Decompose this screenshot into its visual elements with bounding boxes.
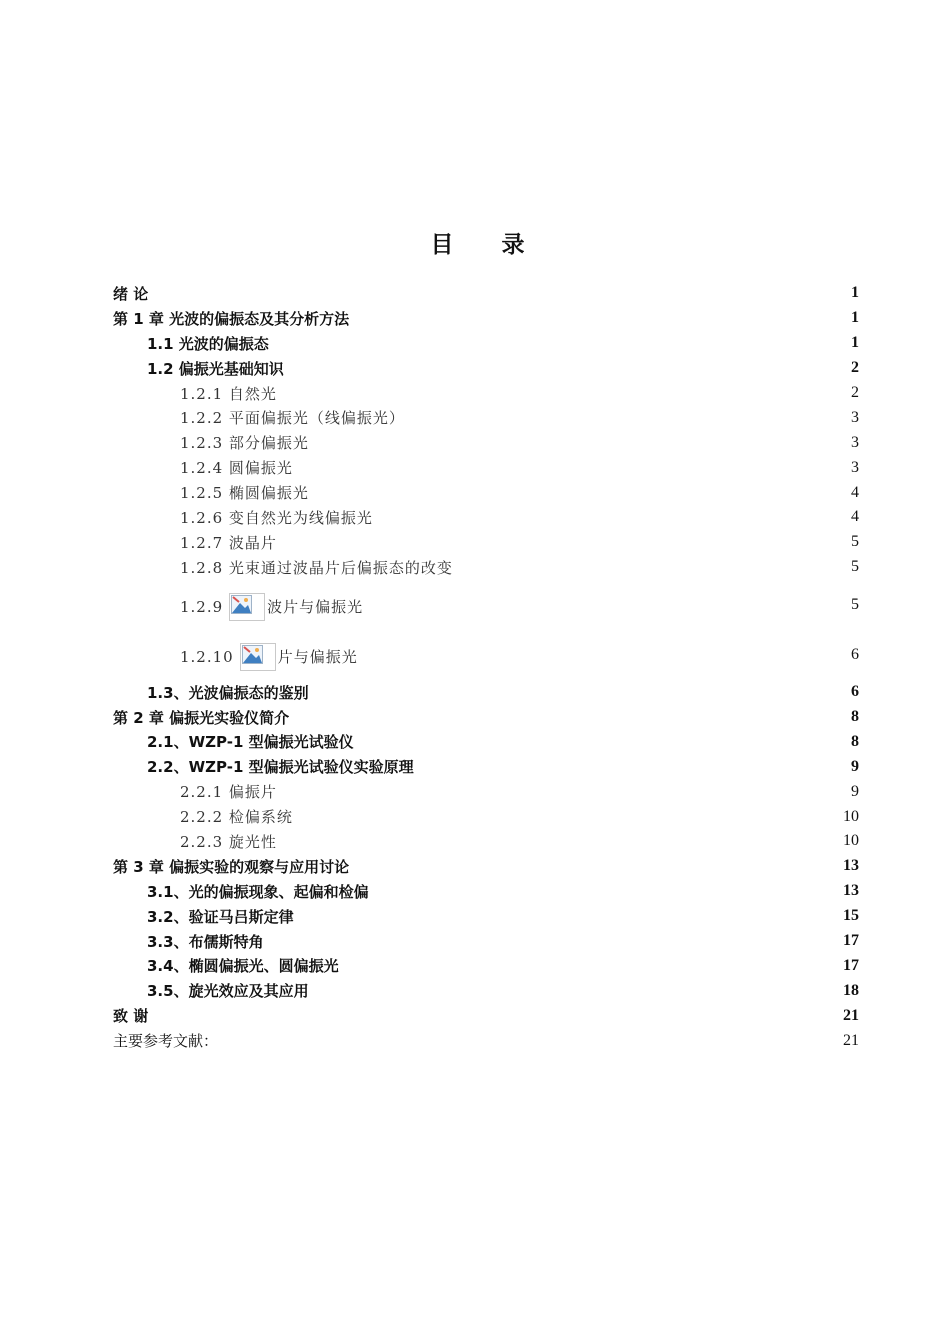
toc-entry-label: 1.2 偏振光基础知识 [147, 359, 284, 378]
toc-entry-label: 1.2.5 椭圆偏振光 [180, 484, 309, 503]
toc-entry-page: 5 [851, 533, 859, 551]
toc-entry-page: 10 [843, 807, 859, 825]
toc-entry[interactable] [113, 804, 859, 829]
broken-image-icon [229, 593, 265, 621]
toc-entry-page: 1 [851, 284, 859, 302]
toc-entry[interactable] [113, 430, 859, 455]
toc-entry-page: 13 [843, 857, 859, 875]
toc-entry-label: 2.2、WZP-1 型偏振光试验仪实验原理 [147, 758, 414, 777]
toc-entry[interactable] [113, 555, 859, 580]
toc-entry-label: 1.2.4 圆偏振光 [180, 459, 293, 478]
toc-entry-page: 15 [843, 907, 859, 925]
toc-entry-page: 6 [851, 645, 859, 663]
toc-entry[interactable] [113, 480, 859, 505]
toc-entry-label: 1.2.7 波晶片 [180, 533, 277, 552]
toc-entry-label: 1.2.8 光束通过波晶片后偏振态的改变 [180, 558, 453, 577]
toc-entry-page: 1 [851, 334, 859, 352]
toc-entry[interactable] [113, 356, 859, 381]
toc-entry-label: 3.1、光的偏振现象、起偏和检偏 [147, 882, 369, 901]
toc-entry-label: 绪 论 [113, 284, 149, 303]
toc-entry-page: 5 [851, 558, 859, 576]
toc-entry-page: 21 [843, 1031, 859, 1049]
toc-entry-label: 2.2.2 检偏系统 [180, 808, 293, 827]
toc-entry-label: 3.3、布儒斯特角 [147, 932, 264, 951]
toc-entry[interactable] [113, 729, 859, 754]
toc-entry-page: 5 [851, 595, 859, 613]
toc-entry-label: 2.1、WZP-1 型偏振光试验仪 [147, 733, 354, 752]
toc-entry[interactable] [113, 929, 859, 954]
toc-entry-label: 第 3 章 偏振实验的观察与应用讨论 [113, 857, 350, 876]
toc-entry-label: 1.1 光波的偏振态 [147, 334, 269, 353]
toc-entry-label: 第 2 章 偏振光实验仪简介 [113, 708, 290, 727]
toc-entry[interactable] [113, 680, 859, 705]
toc-entry[interactable] [113, 530, 859, 555]
toc-entry-label: 1.2.2 平面偏振光（线偏振光） [180, 409, 405, 428]
toc-entry-label: 1.2.1 自然光 [180, 384, 277, 403]
toc-entry[interactable] [113, 978, 859, 1003]
broken-image-icon [240, 643, 276, 671]
toc-entry-page: 8 [851, 732, 859, 750]
toc-entry[interactable] [113, 455, 859, 480]
toc-entry-page: 8 [851, 708, 859, 726]
toc-entry-label: 致 谢 [113, 1007, 149, 1026]
toc-entry-label: 波片与偏振光 [267, 598, 364, 617]
toc-entry-page: 6 [851, 683, 859, 701]
toc-entry[interactable] [113, 331, 859, 356]
toc-entry-label: 第 1 章 光波的偏振态及其分析方法 [113, 309, 350, 328]
toc-entry-page: 9 [851, 757, 859, 775]
toc-entry-page: 17 [843, 932, 859, 950]
toc-entry-page: 1 [851, 309, 859, 327]
toc-entry-page: 3 [851, 458, 859, 476]
toc-entry[interactable] [113, 281, 859, 306]
toc-entry[interactable] [113, 1028, 859, 1053]
toc-entry-page: 3 [851, 408, 859, 426]
toc-entry-label: 1.2.9 [180, 597, 224, 616]
toc-entry-label: 1.2.6 变自然光为线偏振光 [180, 508, 373, 527]
toc-entry[interactable] [113, 306, 859, 331]
toc-entry[interactable] [113, 381, 859, 406]
toc-entry-page: 17 [843, 956, 859, 974]
toc-entry-label: 1.2.10 [180, 647, 234, 666]
toc-entry[interactable] [113, 405, 859, 430]
toc-entry-page: 18 [843, 981, 859, 999]
toc-entry-page: 10 [843, 832, 859, 850]
toc-entry-label: 1.2.3 部分偏振光 [180, 434, 309, 453]
toc-entry-page: 2 [851, 359, 859, 377]
toc-entry-label: 3.2、验证马吕斯定律 [147, 907, 294, 926]
toc-entry-page: 3 [851, 433, 859, 451]
toc-entry[interactable] [113, 953, 859, 978]
toc-entry-page: 2 [851, 384, 859, 401]
toc-entry[interactable] [113, 754, 859, 779]
toc-entry[interactable] [113, 779, 859, 804]
toc-entry-page: 9 [851, 782, 859, 800]
toc-entry[interactable] [113, 705, 859, 730]
toc-title: 目 录 [430, 232, 545, 258]
toc-entry-page: 4 [851, 483, 859, 501]
toc-entry[interactable] [113, 904, 859, 929]
toc-entry[interactable] [113, 505, 859, 530]
toc-entry[interactable] [113, 1003, 859, 1028]
toc-entry[interactable] [113, 580, 859, 630]
toc-entry[interactable] [113, 854, 859, 879]
toc-entry[interactable] [113, 630, 859, 680]
toc-entry-label: 主要参考文献： [113, 1032, 219, 1051]
toc-entry-page: 4 [851, 508, 859, 526]
toc-entry-label: 片与偏振光 [277, 648, 358, 667]
toc-entry-label: 2.2.1 偏振片 [180, 783, 277, 802]
table-of-contents [113, 281, 859, 1053]
toc-entry[interactable] [113, 879, 859, 904]
toc-entry-label: 2.2.3 旋光性 [180, 832, 277, 851]
toc-entry-label: 3.4、椭圆偏振光、圆偏振光 [147, 957, 339, 976]
toc-entry-page: 21 [843, 1006, 859, 1024]
toc-entry-page: 13 [843, 882, 859, 900]
toc-entry-label: 1.3、光波偏振态的鉴别 [147, 683, 309, 702]
toc-entry[interactable] [113, 829, 859, 854]
toc-entry-label: 3.5、旋光效应及其应用 [147, 982, 309, 1001]
